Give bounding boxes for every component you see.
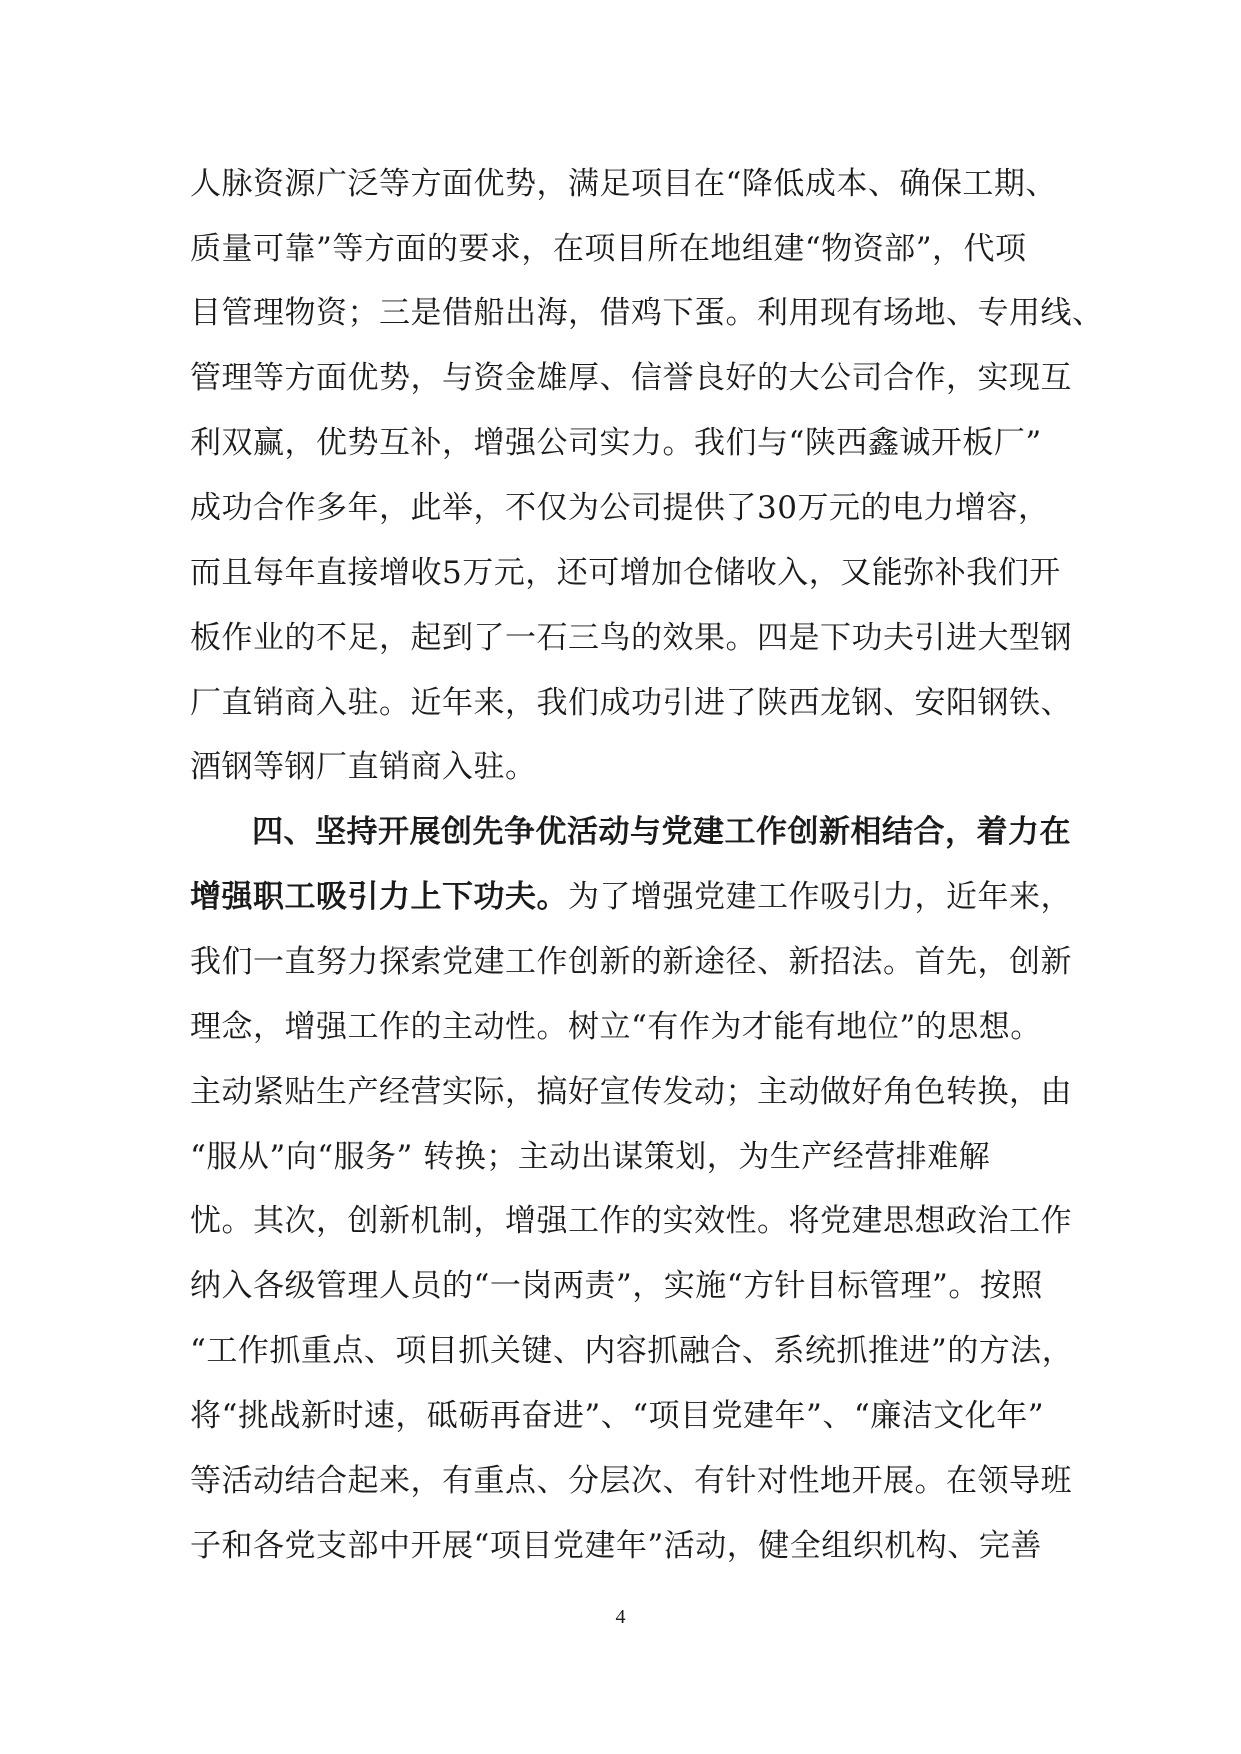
section-heading-continuation: 增强职工吸引力上下功夫。 xyxy=(190,879,568,915)
text-line: 质量可靠”等方面的要求，在项目所在地组建“物资部”，代项 xyxy=(190,231,1027,267)
text-line: 利双赢，优势互补，增强公司实力。我们与“陕西鑫诚开板厂” xyxy=(190,425,1042,461)
text-line: 主动紧贴生产经营实际，搞好宣传发动；主动做好角色转换，由 xyxy=(190,1074,1072,1110)
text-line: 管理等方面优势，与资金雄厚、信誉良好的大公司合作，实现互 xyxy=(190,360,1072,396)
text-run: 为了增强党建工作吸引力，近年来， xyxy=(568,879,1072,915)
text-line: 将“挑战新时速，砥砺再奋进”、“项目党建年”、“廉洁文化年” xyxy=(190,1398,1045,1434)
text-line: 厂直销商入驻。近年来，我们成功引进了陕西龙钢、安阳钢铁、 xyxy=(190,685,1072,721)
text-line: 而且每年直接增收5万元，还可增加仓储收入，又能弥补我们开 xyxy=(190,555,1061,591)
text-line: “工作抓重点、项目抓关键、内容抓融合、系统抓推进”的方法， xyxy=(190,1333,1074,1369)
text-line: 板作业的不足，起到了一石三鸟的效果。四是下功夫引进大型钢 xyxy=(190,620,1072,656)
text-line: 我们一直努力探索党建工作创新的新途径、新招法。首先，创新 xyxy=(190,944,1072,980)
text-line: 人脉资源广泛等方面优势，满足项目在“降低成本、确保工期、 xyxy=(190,166,1057,202)
text-line: 理念，增强工作的主动性。树立“有作为才能有地位”的思想。 xyxy=(190,1009,1042,1045)
text-line: 酒钢等钢厂直销商入驻。 xyxy=(190,749,537,785)
text-line: “服从”向“服务” 转换；主动出谋策划，为生产经营排难解 xyxy=(190,1139,991,1175)
text-line: 忧。其次，创新机制，增强工作的实效性。将党建思想政治工作 xyxy=(190,1203,1072,1239)
section-heading: 四、坚持开展创先争优活动与党建工作创新相结合，着力在 xyxy=(252,814,1071,850)
text-line: 等活动结合起来，有重点、分层次、有针对性地开展。在领导班 xyxy=(190,1463,1072,1499)
page-number: 4 xyxy=(615,1606,626,1628)
text-line: 目管理物资；三是借船出海，借鸡下蛋。利用现有场地、专用线、 xyxy=(190,295,1104,331)
text-line: 纳入各级管理人员的“一岗两责”，实施“方针目标管理”。按照 xyxy=(190,1268,1043,1304)
text-line xyxy=(190,875,1110,919)
text-line: 成功合作多年，此举，不仅为公司提供了30万元的电力增容， xyxy=(190,490,1050,526)
text-line: 子和各党支部中开展“项目党建年”活动，健全组织机构、完善 xyxy=(190,1528,1042,1564)
